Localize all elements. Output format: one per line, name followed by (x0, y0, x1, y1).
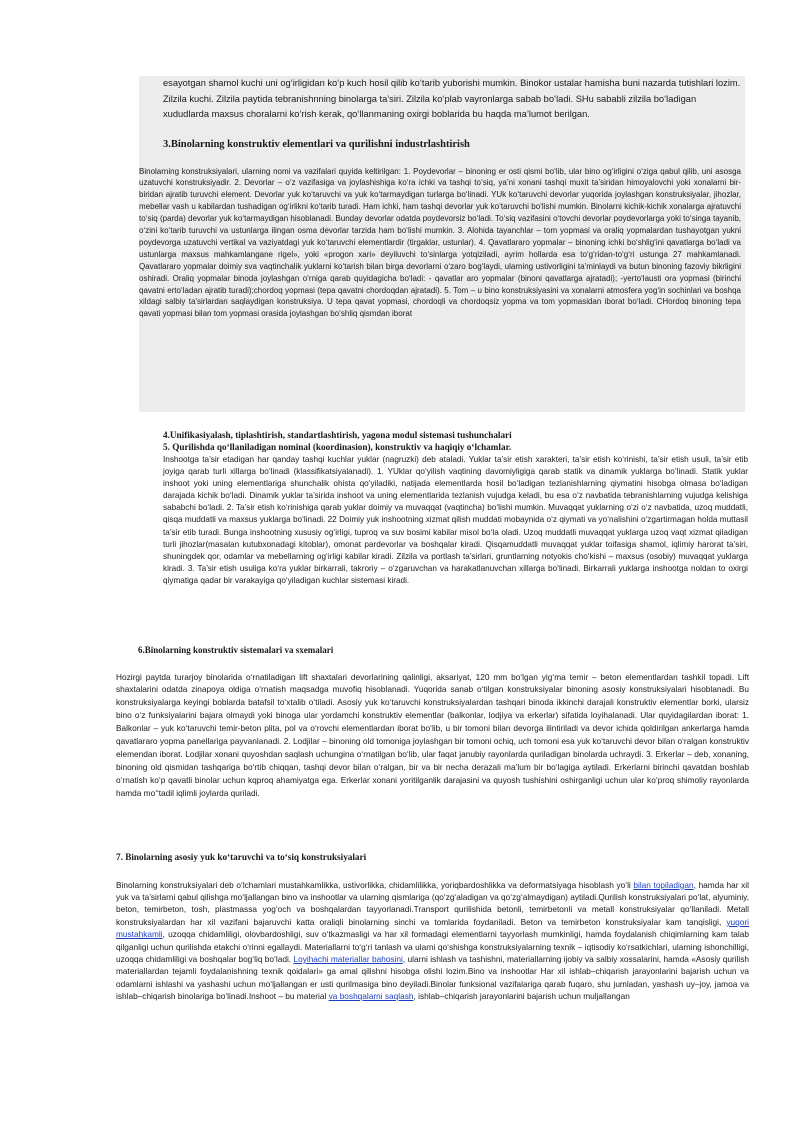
section-3-heading: 3.Binolarning konstruktiv elementlari va qurilishni industrlashtirish (163, 138, 470, 150)
hyperlink-bilan-topiladigan[interactable]: bilan topiladigan (633, 879, 694, 890)
intro-paragraph: esayotgan shamol kuchi uni og‘irligidan ko‘p kuch hosil qilib ko‘tarib yuborishi mumkin. Binokor ustalar hamisha buni nazarda tutishlari lozim. Zilzila kuchi. Zilzila paytida tebranishnning binolarga ta’siri. Zilzila ko‘plab vayronlarga sabab bo‘ladi. SHu sababli zilzila bo‘ladigan xududlarda maxsus choralarni ko‘rish kerak, qo‘llanmaning oxirgi boblarida bu haqda ma’lumot berilgan. (163, 78, 741, 119)
gray-text-block (139, 76, 745, 412)
section-4-5 (163, 430, 748, 587)
section-3-body: Binolarning konstruksiyalari, ularning nomi va vazifalari quyida keltirilgan: 1. Poydevorlar – binoning er osti qismi bo‘lib, ular bino og‘irligini o‘ziga qabul qilib, uni asosga uzatuvchi konstruksiyadir. 2. Devorlar – o‘z vazifasiga va joylashishiga ko‘ra ichki va tashqi to‘siq, ya’ni xonani tashqi muxit ta’siridan himoyalovchi yoki xonalarni bir-biridan ajratib turuvchi element. Devorlar yuk ko‘taruvchi va yuk ko‘tarmaydigan turlarga bo‘linadi. YUk ko‘taruvchi devorlar yuqorida joylashgan konstruksiyalar, jihozlar, mebellar vash u kabilardan tushadigan og‘irlikni ko‘tarib turadi. Ham ichki, ham tashqi devorlar yuk ko‘taruvchi bo‘lishi mumkin. Binolarni kichik-kichik xonalarga ajratuvchi to‘siq (parda) devorlar yuk ko‘tarmaydigan hisoblanadi. Bunday devorlar odatda poydevorsiz bo‘ladi. To‘siq vazifasini o‘tovchi devorlar poydevorlarga yoki to‘singa tayanib, o‘zini ko‘tarib turuvchi va ustunlarga ilingan osma devorlar tarzida ham bo‘lishi mumkin. 3. Alohida tayanchlar – tom yopmasi va oraliq yopmalardan tushayotgan yukni poydevorga uzatuvchi vertikal va vaziyatdagi yuk ko‘taruvchi elementlardir (tirgaklar, ustunlar). 4. Qavatlararo yopmalar – binoning ichki bo‘shlig‘ini qavatlarga bo‘ladi va ustunlarga maxsus mahkamlangane rigel», yoki «progon xari» deyiluvchi to‘sinlarga yotqiziladi, ayrim hollarda esa to‘g‘ridan-to‘g‘ri ustunga 27 mahkamlanadi. Qavatlararo yopmalar doimiy sva vaqtinchalik yuklarni ko‘tarish bilan birga devorlarni o‘zaro bog‘laydi, ularning ustivorligini ta’minlaydi va butun binoning fazoviy bikrligini oshiradi. Oraliq yopmalar binoda joylashgan o‘rniga qarab quyidagicha bo‘ladi: - qavatlar aro yopmalar (binoni qavatlarga ajratadi); -yerto‘lausti ora yopmasi (birinchi qavatni erto‘ladan ajratib turadi);chordoq yopmasi (tepa qavatni chordoqdan ajratadi). 5. Tom – u bino konstruksiyasini va xonalarni atmosfera yog‘in sochinlari va boshqa xildagi salbiy ta’sirlardan saqlaydigan konstruksiya. U tepa qavat yopmasi, chordoqli va chordoqsiz yopma va tom yopmasidan iborat bo‘ladi. CHordoq binoning tepa qavati yopmasi bilan tom yopmasi orasida joylashgan bo‘shliq qismdan iborat (139, 166, 741, 319)
section-7 (116, 852, 749, 1003)
body-text: , ishlab–chiqarish jarayonlarini bajarish uchun muljallangan (413, 991, 630, 1002)
section-5-body: Inshootga ta’sir etadigan har qanday tashqi kuchlar yuklar (nagruzki) deb ataladi. Yuklar ta’sir etish xarakteri, ta’sir etish ko‘rinishi, ta’sir etish usuli, ta’sir etib joyiga qarab turli xillarga bo‘linadi (klassifikatsiyalanadi). 1. YUklar qo‘yilish vaqtining davomiyligiga qarab statik va dinamik yuklarga bo‘linadi. Statik yuklar inshoot yoki uning elementlariga shunchalik ohista qo‘yiladiki, natijada elementlarda hosil bo‘ladigan tezlanishlarning qiymatini hisobga olmasa bo‘ladigan darajada kichik bo‘ladi. Dinamik yuklar ta’sirida inshoot va uning elementlarida tezlanish vujudga keladi, bu esa o‘z navbatida tebranishlarning vujudga kelishiga sababchi bo‘ladi. 2. Ta’sir etish ko‘rinishiga qarab yuklar doimiy va muvaqqat (vaqtincha) bo‘lishi mumkin. Muvaqqat yuklarning o‘zi o‘z navbatida, uzoq muddatli, qisqa muddatli va maxsus yuklarga bo‘linadi. 22 Doimiy yuk inshootning xizmat qilish muddati mobaynida o‘z qiymati va yo‘nalishini o‘zgartirmagan holda muttasil ta’sir etib turadi. Bunga inshootning xususiy og‘irligi, tuproq va suv bosimi kabilar misol bo‘la oladi. Uzoq muddatli muvaqqat yuklarga uzoq vaqt xizmat qiladigan turli jihozlar(masalan kutubxonadagi kitoblar), omonat pardevorlar va boshqalar kiradi. Qisqamuddatli muvaqqat yuklar toifasiga shamol, iqlimiy harorat ta’siri, shuningdek qor, odamlar va mebellarning og‘irligi kabilar kiradi. Zilzila va portlash ta’sirlari, gruntlarning notyokis cho‘kishi – maxsus (osobiy) muvaqqat yuklarga kiradi. 3. Ta’sir etish usuliga ko‘ra yuklar birkarrali, takroriy – o‘zgaruvchan va harakatlanuvchan xillarga bo‘linadi. Birkarrali yuklarga inshootga noldan to oxirgi qiymatiga qadar bir varakayiga qo‘yiladigan kuchlar sistemasi kiradi. (163, 455, 748, 585)
section-5-heading: 5. Qurilishda qo‘llaniladigan nominal (koordinasion), konstruktiv va haqiqiy o‘lchamlar. (163, 441, 512, 452)
hyperlink-boshqalarni-saqlash[interactable]: va boshqalarni saqlash (328, 991, 414, 1002)
section-6-heading: 6.Binolarning konstruktiv sistemalari va sxemalari (138, 645, 334, 655)
body-text: , ularni ishlash va tashishni, materiallarning ijobiy va salbiy xossalarini, hamda «Asosiy qurilish materiallardan tejamli foydalanishning texnik qoidalari» ga amal qilishni hisobga olishi lozim.Bino va inshootlar Har xil ishlab–chiqarish jarayonlarini bajarish uchun va odamlarni ishlashi va yashashi uchun mo‘ljallangan er usti qurilmasiga bino deyiladi.Binolar funksional vazifalariga qarab fuqaro, shu jumladan, yashash uy–joy, jamoa va ishlab–chiqarish binolariga bo‘linadi.Inshoot – bu material (116, 953, 749, 1002)
body-text: , hamda har xil yuk va ta’sirlarni qabul qilishga mo‘ljallangan bino va inshootlar va ularning qismlariga (qo‘zg‘aladigan va qo‘zg‘almaydigan) aytiladi.Qurilish konstruksiyalari po‘lat, alyuminiy, beton, temirbeton, tosh, plastmassa yog‘och va boshqalardan tayyorlanadi.Transport qurilishida betonli, temirbetonli va metall konstruksiyalar qo‘llaniladi. Metall konstruksiyalardan har xil vazifani bajaruvchi katta oraliqli binolarning sinchi va tomlarida foydaniladi. Beton va temirbeton konstruksiyalar kam tanqisligi, (116, 879, 749, 927)
hyperlink-yuqori-mustahkamli[interactable]: yuqori mustahkamli (116, 916, 749, 940)
section-7-body (116, 879, 749, 1003)
body-text: , uzoqqa chidamliligi, olovbardoshligi, suv o‘tkazmasligi va har xil formadagi elementlarni tayyorlash mumkinligi, hamda foydalanish chiqimlarning kam talab qilganligi uchun qurilishda etakchi o‘rinni egallaydi. Materiallarni to‘g‘ri tanlash va ularni qo‘shishga konstruksiyalarning texnik – iqtisodiy ko‘rsatkichlari, ularning ishonchilligi, uzoqqa chidamliligi va boshqalar bog‘liq bo‘ladi. (116, 929, 749, 964)
hyperlink-loyihachi-materiallar[interactable]: Loyihachi materiallar bahosini (293, 953, 403, 964)
section-6 (116, 645, 749, 800)
section-7-heading: 7. Binolarning asosiy yuk ko‘taruvchi va to‘siq konstruksiyalari (116, 852, 367, 862)
body-text: Binolarning konstruksiyalari deb o‘lchamlari mustahkamlikka, ustivorlikka, chidamlilikka, yoriqbardoshlikka va deformatsiyaga hisoblash yo‘li (116, 879, 634, 890)
section-4-heading: 4.Unifikasiyalash, tiplashtirish, standartlashtirish, yagona modul sistemasi tushunchalari (163, 430, 512, 440)
section-6-body: Hozirgi paytda turarjoy binolarida o‘rnatiladigan lift shaxtalari devorlarining qalinligi, aksariyat, 120 mm bo‘lgan yig‘ma temir – beton elementlardan tashkil topadi. Lift shaxtalarini odatda zinapoya oldiga o‘rnatish maqsadga muvofiq hisoblanadi. Yuqorida sanab o‘tilgan konstruksiyalar binoning asosiy konstruksiyalari hisoblanadi. Bu konstruksiyalarga keyingi boblarda batafsil to‘xtalib o‘tiladi. Asosiy yuk ko‘taruvchi konstruksiyalardan tashqari binoda ikkinchi darajali konstruktiv elementlar borki, ularsiz bino o‘z funksiyalarini bajara olmaydi yoki binoga ular yordamchi konstruktiv elementlar (balkonlar, lodjiya va erkerlar) sifatida loyihalanadi. Ular quyidagilardan iborat: 1. Balkonlar – yuk ko‘taruvchi temir-beton plita, pol va o‘rovchi elementlardan iborat bo‘lib, u bir tomoni bilan devorga ilintiriladi va devor ichida qoldirilgan ankerlarga hamda qavatlararo yopma panellariga payvanlanadi. 2. Lodjilar – binoning old tomoniga joylashgan bir tomoni ochiq, uch tomoni esa yuk ko‘taruvchi devor bilan o‘ralgan konstruktiv elemendan iborat. Lodjilar xonani quyoshdan saqlash uchungina o‘rnatilgan bo‘lib, ular faqat janubiy rayonlarda quriladigan binolarda uchraydi. 3. Erkerlar – deb, xonaning, binoning old qismidan tashqariga bo‘rtib chiqqan, tashqi devor bilan o‘ralgan, bir va bir necha derazali ma’lum bir bo‘lagiga aytiladi. Erkerlarni birinchi qavatdan boshlab o‘rnatish ko‘p qavatli binolar uchun kqproq ahamiyatga ega. Erkerlar xonani yoritilganlik darajasini va quyosh tushishini oshirganligi uchun ular ko‘proq shimoliy rayonlarda hamda mo‘‘tadil iqlimli joylarda quriladi. (116, 671, 749, 798)
